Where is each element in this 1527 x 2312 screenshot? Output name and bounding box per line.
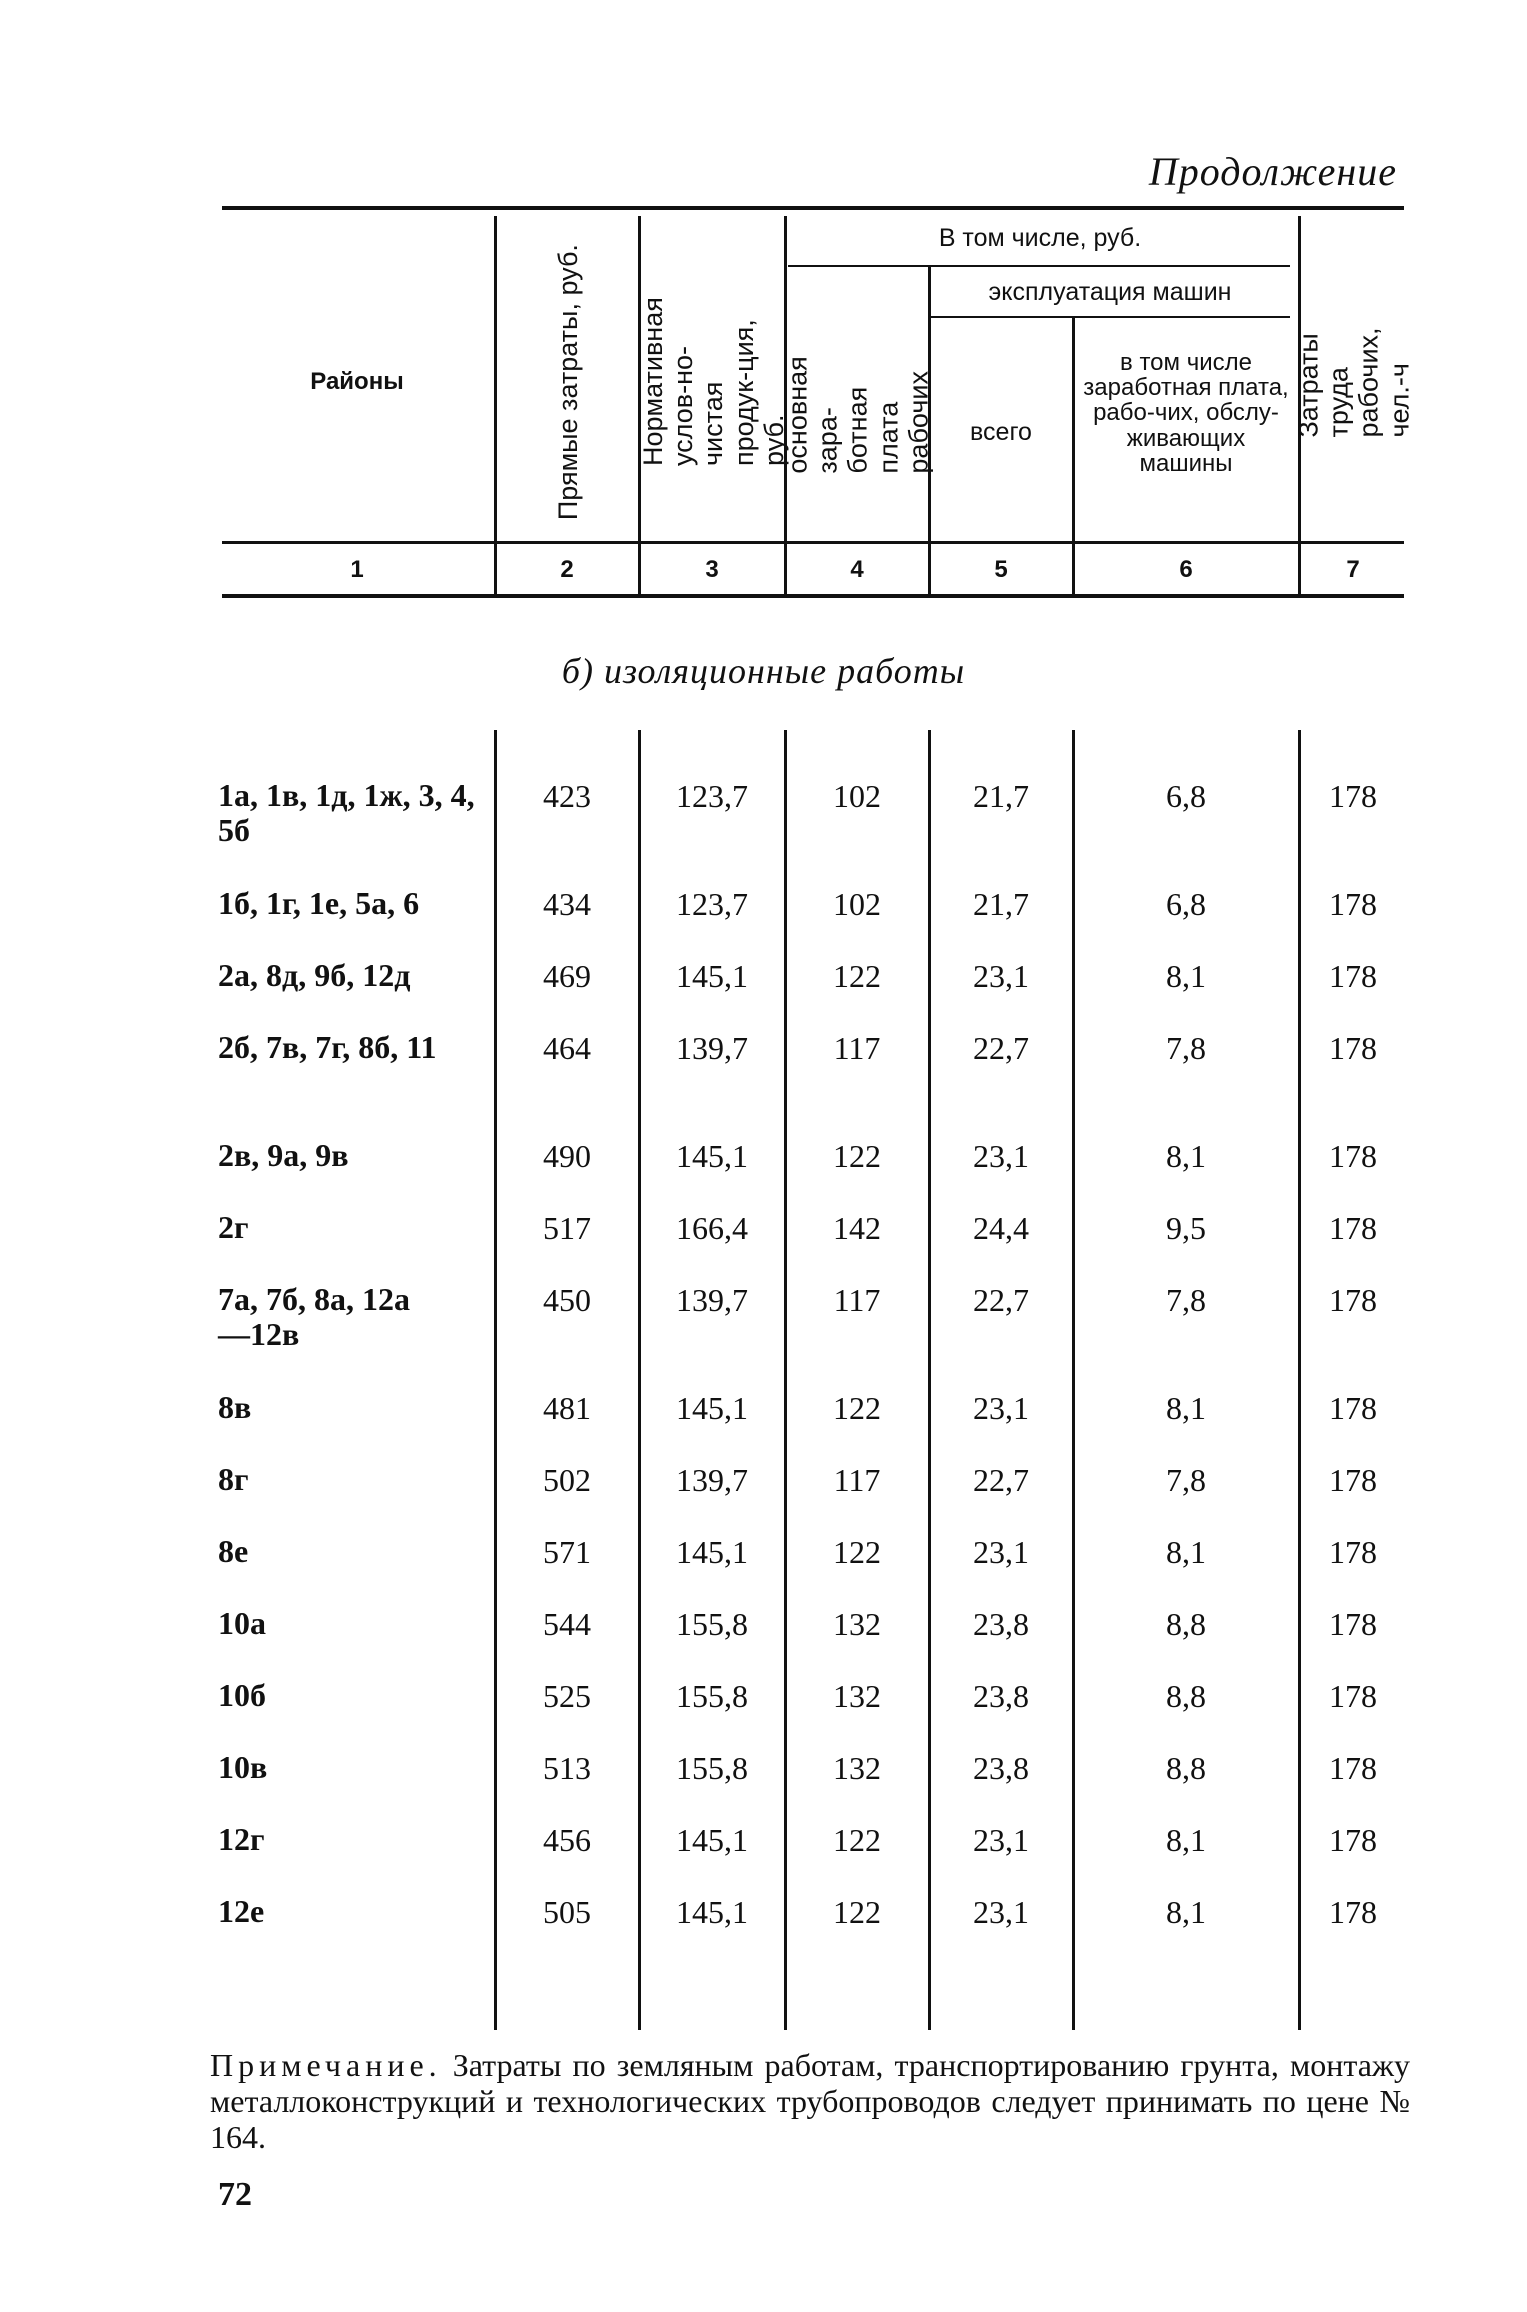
direct-costs-cell: 456 bbox=[543, 1822, 591, 1858]
region-cell: 1б, 1г, 1е, 5а, 6 bbox=[218, 885, 420, 921]
machine-total-cell: 22,7 bbox=[973, 1030, 1029, 1066]
machine-total-cell: 23,1 bbox=[973, 1894, 1029, 1930]
region-cell: 10б bbox=[218, 1677, 266, 1713]
normative-output-cell: 139,7 bbox=[676, 1282, 748, 1318]
machine-wage-cell: 7,8 bbox=[1166, 1282, 1206, 1318]
base-wage-cell: 132 bbox=[833, 1606, 881, 1642]
normative-output-cell: 166,4 bbox=[676, 1210, 748, 1246]
base-wage-cell: 122 bbox=[833, 1894, 881, 1930]
region-cell: 8г bbox=[218, 1461, 249, 1497]
machine-total-cell: 24,4 bbox=[973, 1210, 1029, 1246]
machine-wage-cell: 8,8 bbox=[1166, 1678, 1206, 1714]
body-divider-2 bbox=[638, 730, 641, 2030]
normative-output-cell: 145,1 bbox=[676, 1138, 748, 1174]
footnote-label: Примечание. bbox=[210, 2047, 442, 2083]
labor-cell: 178 bbox=[1329, 1462, 1377, 1498]
column-number-3: 3 bbox=[705, 556, 719, 583]
header-machine-ops-group: эксплуатация машин bbox=[988, 278, 1232, 306]
normative-output-cell: 139,7 bbox=[676, 1030, 748, 1066]
header-divider-1 bbox=[494, 216, 497, 594]
machine-wage-cell: 8,1 bbox=[1166, 958, 1206, 994]
direct-costs-cell: 434 bbox=[543, 886, 591, 922]
machine-total-cell: 23,1 bbox=[973, 1822, 1029, 1858]
header-regions: Районы bbox=[310, 368, 404, 395]
direct-costs-cell: 490 bbox=[543, 1138, 591, 1174]
machine-wage-cell: 8,1 bbox=[1166, 1534, 1206, 1570]
region-cell: 2в, 9а, 9в bbox=[218, 1137, 349, 1173]
labor-cell: 178 bbox=[1329, 1534, 1377, 1570]
machine-total-cell: 23,8 bbox=[973, 1750, 1029, 1786]
normative-output-cell: 155,8 bbox=[676, 1678, 748, 1714]
region-cell: 8в bbox=[218, 1389, 252, 1425]
normative-output-cell: 145,1 bbox=[676, 1534, 748, 1570]
normative-output-cell: 155,8 bbox=[676, 1606, 748, 1642]
body-divider-6 bbox=[1298, 730, 1301, 2030]
base-wage-cell: 102 bbox=[833, 778, 881, 814]
continuation-label: Продолжение bbox=[1148, 149, 1397, 194]
column-number-7: 7 bbox=[1346, 556, 1360, 583]
direct-costs-cell: 571 bbox=[543, 1534, 591, 1570]
column-number-6: 6 bbox=[1179, 556, 1193, 583]
header-normative-output-box bbox=[637, 224, 789, 540]
machine-total-cell: 21,7 bbox=[973, 886, 1029, 922]
region-cell: 2г bbox=[218, 1209, 249, 1245]
normative-output-cell: 145,1 bbox=[676, 1822, 748, 1858]
direct-costs-cell: 469 bbox=[543, 958, 591, 994]
region-cell: 2а, 8д, 9б, 12д bbox=[218, 957, 411, 993]
normative-output-cell: 123,7 bbox=[676, 778, 748, 814]
column-number-5: 5 bbox=[994, 556, 1008, 583]
base-wage-cell: 117 bbox=[833, 1282, 881, 1318]
region-cell: 10в bbox=[218, 1749, 268, 1785]
machine-total-cell: 21,7 bbox=[973, 778, 1029, 814]
region-cell: 12е bbox=[218, 1893, 265, 1929]
header-direct-costs-box bbox=[500, 224, 636, 540]
base-wage-cell: 122 bbox=[833, 958, 881, 994]
header-normative-output: Нормативная услов-но-чистая продук-ция, руб. bbox=[637, 297, 789, 467]
region-cell: 1а, 1в, 1д, 1ж, 3, 4, 5б bbox=[218, 777, 475, 849]
machine-wage-cell: 8,1 bbox=[1166, 1390, 1206, 1426]
header-direct-costs: Прямые затраты, руб. bbox=[552, 243, 583, 521]
section-title: б) изоляционные работы bbox=[561, 651, 966, 691]
base-wage-cell: 102 bbox=[833, 886, 881, 922]
normative-output-cell: 123,7 bbox=[676, 886, 748, 922]
machine-wage-cell: 7,8 bbox=[1166, 1462, 1206, 1498]
base-wage-cell: 132 bbox=[833, 1678, 881, 1714]
labor-cell: 178 bbox=[1329, 958, 1377, 994]
header-divider-5 bbox=[1072, 318, 1075, 594]
machine-total-cell: 23,8 bbox=[973, 1678, 1029, 1714]
normative-output-cell: 145,1 bbox=[676, 1390, 748, 1426]
direct-costs-cell: 464 bbox=[543, 1030, 591, 1066]
labor-cell: 178 bbox=[1329, 886, 1377, 922]
normative-output-cell: 145,1 bbox=[676, 958, 748, 994]
normative-output-cell: 155,8 bbox=[676, 1750, 748, 1786]
header-top-rule bbox=[222, 206, 1404, 210]
machine-wage-cell: 6,8 bbox=[1166, 886, 1206, 922]
base-wage-cell: 142 bbox=[833, 1210, 881, 1246]
base-wage-cell: 122 bbox=[833, 1138, 881, 1174]
header-including-group: В том числе, руб. bbox=[938, 224, 1142, 252]
page-number: 72 bbox=[218, 2176, 252, 2213]
header-incl-wage: в том числе заработная плата, рабо-чих, обслу-живающих машины bbox=[1083, 349, 1289, 477]
header-labor: Затраты труда рабочих, чел.-ч bbox=[1293, 326, 1415, 438]
base-wage-cell: 122 bbox=[833, 1390, 881, 1426]
direct-costs-cell: 525 bbox=[543, 1678, 591, 1714]
labor-cell: 178 bbox=[1329, 1138, 1377, 1174]
machine-wage-cell: 7,8 bbox=[1166, 1030, 1206, 1066]
direct-costs-cell: 450 bbox=[543, 1282, 591, 1318]
base-wage-cell: 122 bbox=[833, 1534, 881, 1570]
machine-total-cell: 23,1 bbox=[973, 1138, 1029, 1174]
direct-costs-cell: 505 bbox=[543, 1894, 591, 1930]
column-number-1: 1 bbox=[350, 556, 364, 583]
normative-output-cell: 139,7 bbox=[676, 1462, 748, 1498]
machine-wage-cell: 8,8 bbox=[1166, 1606, 1206, 1642]
labor-cell: 178 bbox=[1329, 1750, 1377, 1786]
direct-costs-cell: 502 bbox=[543, 1462, 591, 1498]
region-cell: 7а, 7б, 8а, 12а—12в bbox=[218, 1281, 410, 1353]
labor-cell: 178 bbox=[1329, 1606, 1377, 1642]
direct-costs-cell: 517 bbox=[543, 1210, 591, 1246]
body-divider-1 bbox=[494, 730, 497, 2030]
footnote bbox=[210, 2048, 1410, 2155]
base-wage-cell: 132 bbox=[833, 1750, 881, 1786]
machine-total-cell: 23,1 bbox=[973, 1390, 1029, 1426]
header-base-wage-box bbox=[782, 272, 934, 540]
machine-wage-cell: 6,8 bbox=[1166, 778, 1206, 814]
body-divider-5 bbox=[1072, 730, 1075, 2030]
body-divider-3 bbox=[784, 730, 787, 2030]
machine-wage-cell: 8,1 bbox=[1166, 1822, 1206, 1858]
header-bottom-rule bbox=[222, 541, 1404, 544]
machine-wage-cell: 8,1 bbox=[1166, 1138, 1206, 1174]
labor-cell: 178 bbox=[1329, 1282, 1377, 1318]
labor-cell: 178 bbox=[1329, 778, 1377, 814]
column-numbers-rule bbox=[222, 594, 1404, 598]
direct-costs-cell: 423 bbox=[543, 778, 591, 814]
machine-total-cell: 23,1 bbox=[973, 1534, 1029, 1570]
region-cell: 2б, 7в, 7г, 8б, 11 bbox=[218, 1029, 437, 1065]
column-number-2: 2 bbox=[560, 556, 574, 583]
machine-total-cell: 23,1 bbox=[973, 958, 1029, 994]
including-group-rule bbox=[788, 265, 1290, 267]
direct-costs-cell: 481 bbox=[543, 1390, 591, 1426]
column-number-4: 4 bbox=[850, 556, 864, 583]
normative-output-cell: 145,1 bbox=[676, 1894, 748, 1930]
footnote-text: Затраты по земляным работам, транспортированию грунта, монтажу металлоконструкций и технологических трубопроводов следует принимать по цене № 164. bbox=[210, 2047, 1411, 2155]
direct-costs-cell: 544 bbox=[543, 1606, 591, 1642]
machine-total-cell: 22,7 bbox=[973, 1282, 1029, 1318]
machine-total-cell: 23,8 bbox=[973, 1606, 1029, 1642]
region-cell: 10а bbox=[218, 1605, 266, 1641]
labor-cell: 178 bbox=[1329, 1030, 1377, 1066]
header-labor-box bbox=[1293, 224, 1415, 540]
base-wage-cell: 122 bbox=[833, 1822, 881, 1858]
base-wage-cell: 117 bbox=[833, 1030, 881, 1066]
region-cell: 12г bbox=[218, 1821, 265, 1857]
labor-cell: 178 bbox=[1329, 1822, 1377, 1858]
machine-total-cell: 22,7 bbox=[973, 1462, 1029, 1498]
labor-cell: 178 bbox=[1329, 1390, 1377, 1426]
labor-cell: 178 bbox=[1329, 1678, 1377, 1714]
region-cell: 8е bbox=[218, 1533, 249, 1569]
machine-wage-cell: 8,1 bbox=[1166, 1894, 1206, 1930]
labor-cell: 178 bbox=[1329, 1210, 1377, 1246]
base-wage-cell: 117 bbox=[833, 1462, 881, 1498]
body-divider-4 bbox=[928, 730, 931, 2030]
machine-ops-group-rule bbox=[930, 316, 1290, 318]
machine-wage-cell: 8,8 bbox=[1166, 1750, 1206, 1786]
direct-costs-cell: 513 bbox=[543, 1750, 591, 1786]
header-total: всего bbox=[970, 418, 1032, 446]
labor-cell: 178 bbox=[1329, 1894, 1377, 1930]
machine-wage-cell: 9,5 bbox=[1166, 1210, 1206, 1246]
header-base-wage: основная зара-ботная плата рабочих bbox=[782, 356, 934, 474]
